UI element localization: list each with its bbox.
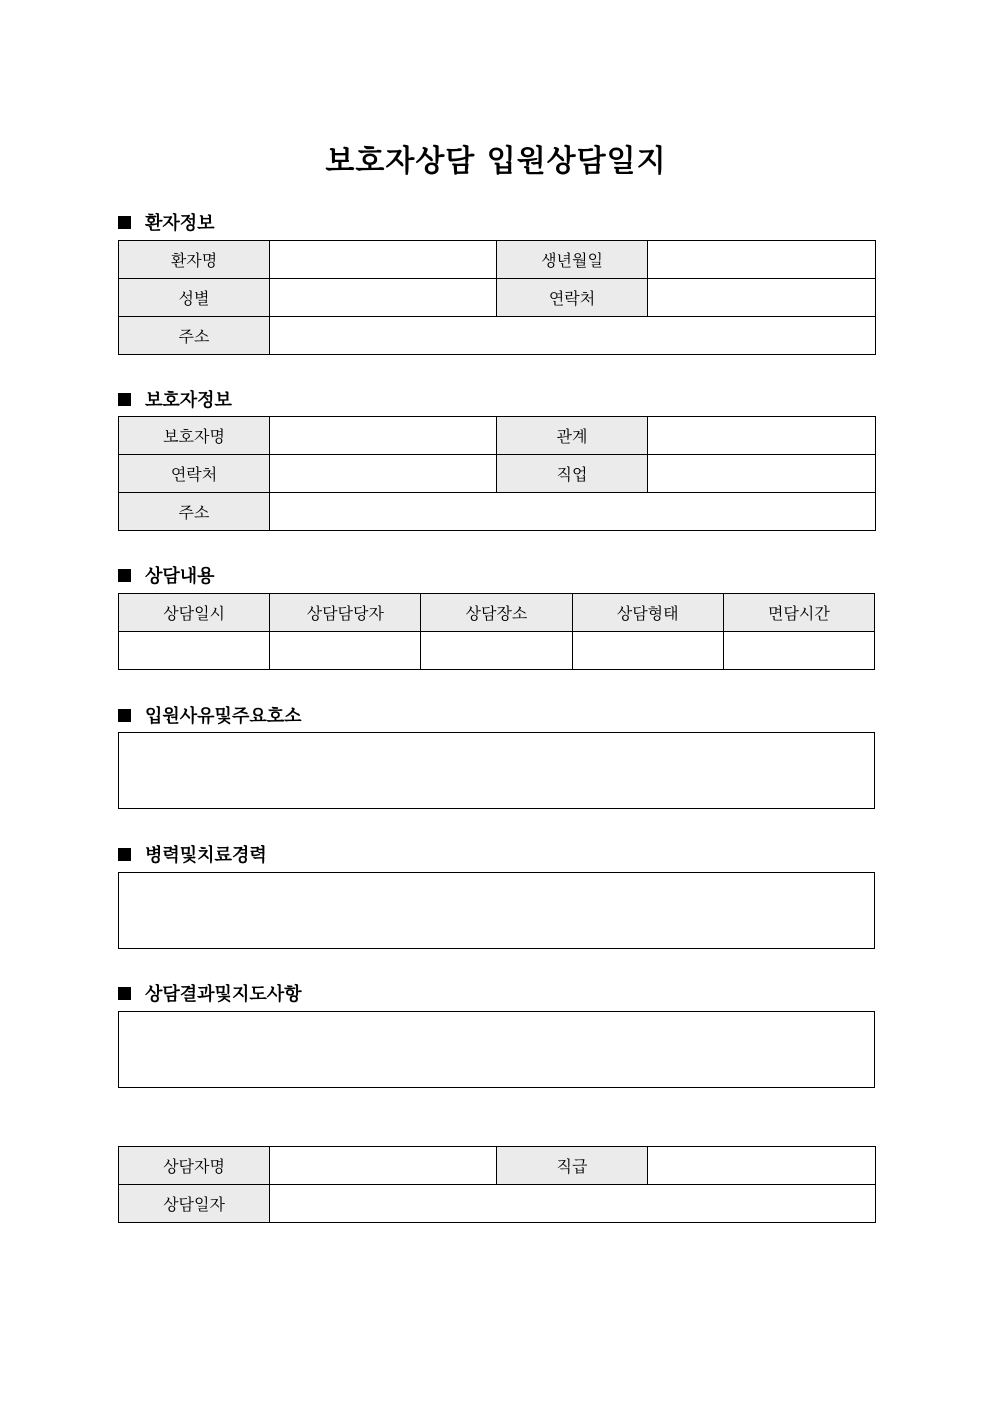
square-bullet-icon: [118, 709, 131, 722]
guardian-contact-field[interactable]: [270, 455, 497, 493]
consult-date-label: 상담일자: [119, 1185, 270, 1223]
gender-label: 성별: [119, 279, 270, 317]
section-title: 상담내용: [145, 566, 215, 587]
consult-place-field[interactable]: [421, 632, 572, 670]
medical-history-heading: [118, 841, 267, 867]
medical-history-textarea[interactable]: [118, 872, 875, 949]
rank-label: 직급: [497, 1147, 648, 1185]
guardian-name-label: 보호자명: [119, 417, 270, 455]
consult-staff-field[interactable]: [270, 632, 421, 670]
section-title: 보호자정보: [145, 390, 232, 411]
square-bullet-icon: [118, 216, 131, 229]
counselor-name-label: 상담자명: [119, 1147, 270, 1185]
consult-content-table: [118, 593, 875, 670]
relation-field[interactable]: [648, 417, 876, 455]
guardian-info-table: [118, 416, 876, 531]
section-title: 상담결과및지도사항: [145, 984, 302, 1005]
counselor-name-field[interactable]: [270, 1147, 497, 1185]
document-title: 보호자상담 입원상담일지: [325, 144, 667, 179]
square-bullet-icon: [118, 569, 131, 582]
patient-info-heading: [118, 209, 215, 235]
interview-time-header: 면담시간: [723, 594, 874, 632]
section-title: 병력및치료경력: [145, 845, 267, 866]
consult-type-header: 상담형태: [572, 594, 723, 632]
birthdate-field[interactable]: [648, 241, 876, 279]
consult-staff-header: 상담담당자: [270, 594, 421, 632]
job-label: 직업: [497, 455, 648, 493]
consult-type-field[interactable]: [572, 632, 723, 670]
birthdate-label: 생년월일: [497, 241, 648, 279]
patient-info-table: [118, 240, 876, 355]
consult-result-heading: [118, 980, 302, 1006]
interview-time-field[interactable]: [723, 632, 874, 670]
guardian-address-field[interactable]: [270, 493, 876, 531]
job-field[interactable]: [648, 455, 876, 493]
rank-field[interactable]: [648, 1147, 876, 1185]
patient-address-label: 주소: [119, 317, 270, 355]
consult-date-field[interactable]: [270, 1185, 876, 1223]
consult-result-textarea[interactable]: [118, 1011, 875, 1088]
section-title: 입원사유및주요호소: [145, 706, 302, 727]
patient-contact-field[interactable]: [648, 279, 876, 317]
consult-datetime-field[interactable]: [119, 632, 270, 670]
admission-reason-textarea[interactable]: [118, 732, 875, 809]
square-bullet-icon: [118, 987, 131, 1000]
patient-contact-label: 연락처: [497, 279, 648, 317]
guardian-address-label: 주소: [119, 493, 270, 531]
patient-address-field[interactable]: [270, 317, 876, 355]
patient-name-label: 환자명: [119, 241, 270, 279]
consult-place-header: 상담장소: [421, 594, 572, 632]
consult-datetime-header: 상담일시: [119, 594, 270, 632]
guardian-contact-label: 연락처: [119, 455, 270, 493]
patient-name-field[interactable]: [270, 241, 497, 279]
admission-reason-heading: [118, 702, 302, 728]
counselor-table: [118, 1146, 876, 1223]
guardian-name-field[interactable]: [270, 417, 497, 455]
square-bullet-icon: [118, 848, 131, 861]
section-title: 환자정보: [145, 213, 215, 234]
consult-content-heading: [118, 562, 215, 588]
square-bullet-icon: [118, 393, 131, 406]
gender-field[interactable]: [270, 279, 497, 317]
relation-label: 관계: [497, 417, 648, 455]
guardian-info-heading: [118, 386, 232, 412]
